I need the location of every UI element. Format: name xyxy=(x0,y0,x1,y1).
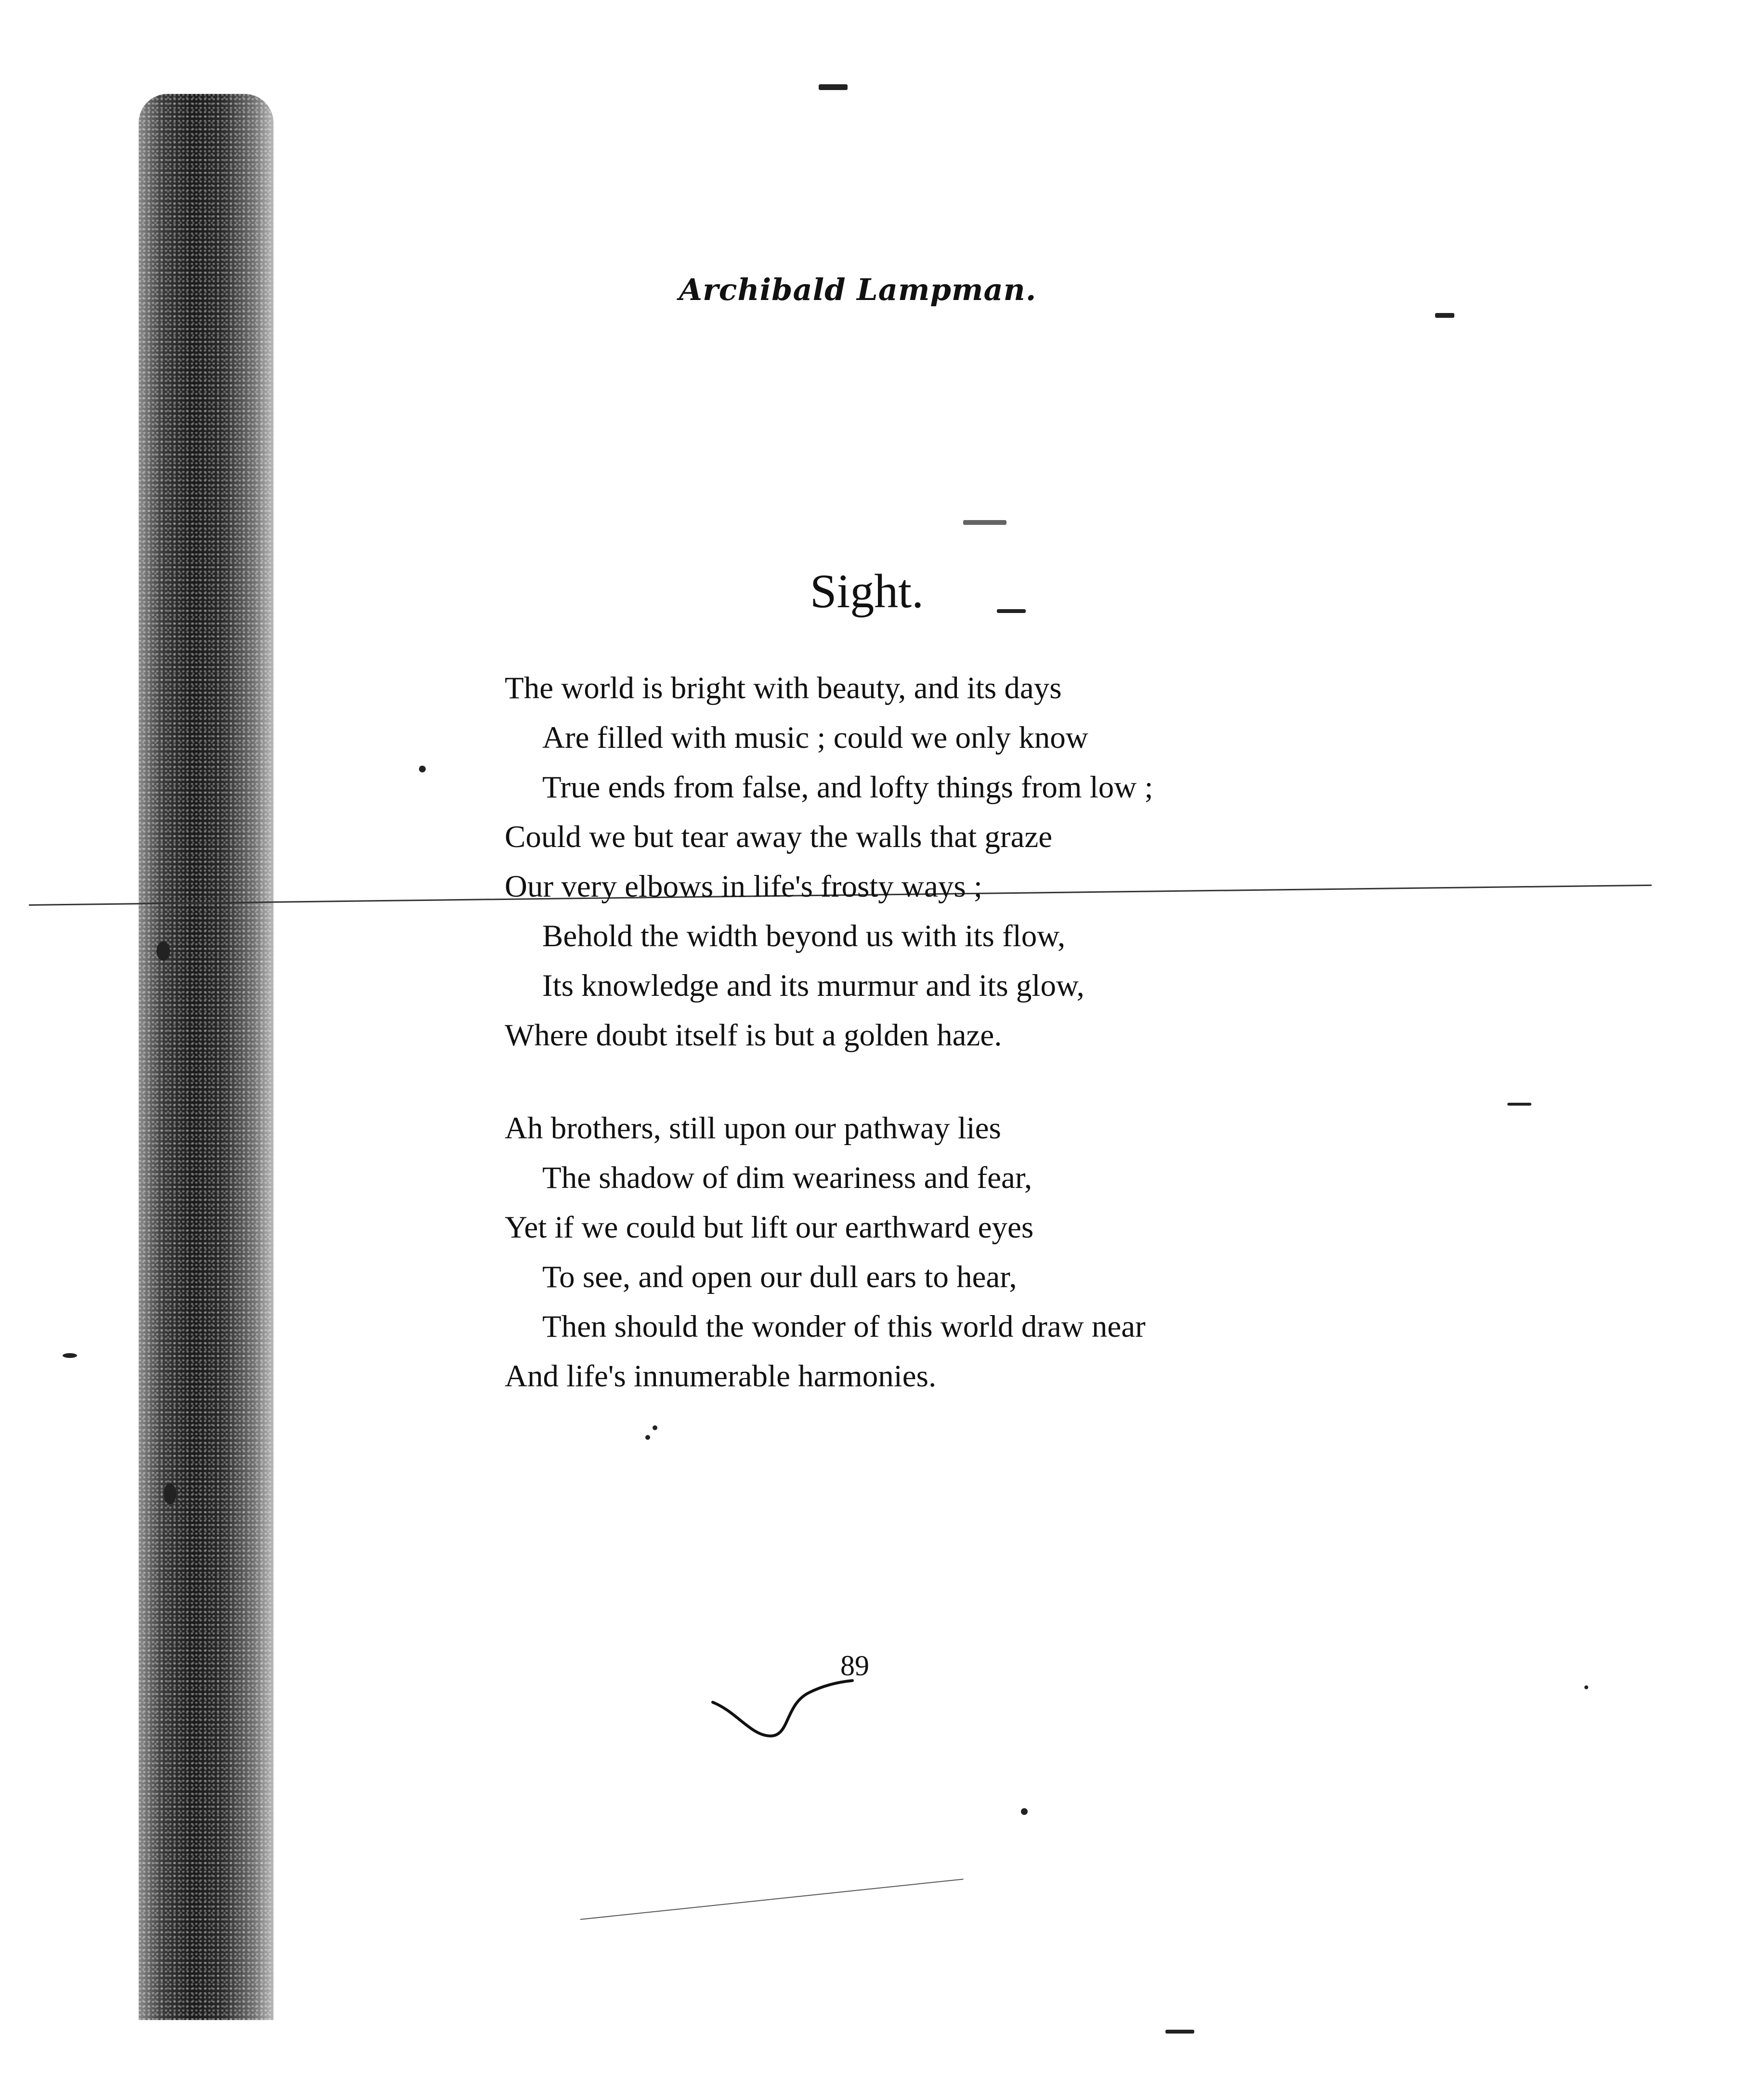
poem-line: Our very elbows in life's frosty ways ; xyxy=(505,869,982,904)
speck xyxy=(164,1483,176,1504)
scan-line-artifact-lower xyxy=(580,1878,964,1920)
speck xyxy=(1584,1685,1588,1689)
poem-line: Behold the width beyond us with its flow, xyxy=(542,919,1066,953)
book-gutter xyxy=(139,94,274,2020)
poem-body xyxy=(505,664,1468,1445)
running-header-author: Archibald Lampman. xyxy=(679,272,1037,307)
speck xyxy=(1435,313,1454,318)
speck xyxy=(63,1353,77,1358)
poem-line: Are filled with music ; could we only know xyxy=(542,720,1088,755)
speck xyxy=(819,84,848,90)
speck xyxy=(1165,2030,1194,2034)
stanza xyxy=(505,1104,1468,1401)
speck xyxy=(419,766,426,772)
poem-title: Sight. xyxy=(810,564,924,618)
poem-line: And life's innumerable harmonies. xyxy=(505,1359,937,1394)
poem-line: Its knowledge and its murmur and its glow, xyxy=(542,968,1085,1003)
speck xyxy=(157,941,170,961)
stanza xyxy=(505,664,1468,1060)
poem-line: Then should the wonder of this world draw near xyxy=(542,1309,1146,1344)
speck xyxy=(1507,1103,1531,1106)
speck xyxy=(963,520,1006,525)
speck xyxy=(1021,1808,1028,1815)
poem-line: Where doubt itself is but a golden haze. xyxy=(505,1018,1002,1053)
poem-line: To see, and open our dull ears to hear, xyxy=(542,1260,1017,1294)
poem-line: Ah brothers, still upon our pathway lies xyxy=(505,1111,1001,1146)
poem-line: Could we but tear away the walls that graze xyxy=(505,820,1053,854)
page-number: 89 xyxy=(840,1650,869,1682)
poem-line: The world is bright with beauty, and its days xyxy=(505,671,1062,705)
poem-line: Yet if we could but lift our earthward eyes xyxy=(505,1210,1034,1245)
poem-line: True ends from false, and lofty things from low ; xyxy=(542,770,1153,805)
poem-line: The shadow of dim weariness and fear, xyxy=(542,1161,1032,1195)
